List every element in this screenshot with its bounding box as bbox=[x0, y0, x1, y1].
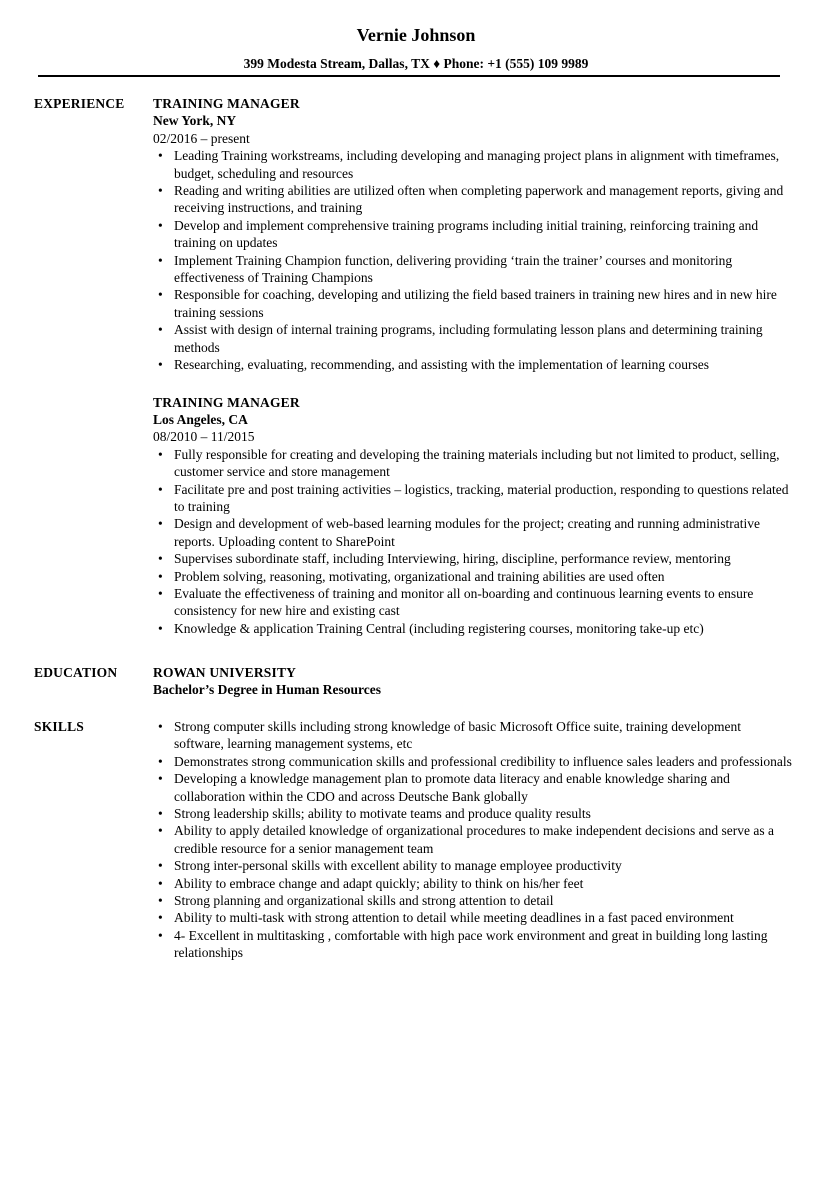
skill-item: • Ability to apply detailed knowledge of organizational procedures to make independent decisions and serve as a credible resource for a senior management team bbox=[153, 822, 793, 857]
skill-item: • Strong leadership skills; ability to motivate teams and produce quality results bbox=[153, 805, 793, 822]
job-bullet: • Develop and implement comprehensive training programs including initial training, reinforcing training and training on updates bbox=[153, 217, 793, 252]
skills-content bbox=[153, 718, 793, 962]
job-bullet: • Researching, evaluating, recommending, and assisting with the implementation of learning courses bbox=[153, 356, 793, 373]
job-bullet: • Responsible for coaching, developing and utilizing the field based trainers in training new hires and in new hire training sessions bbox=[153, 286, 793, 321]
job-bullet: • Evaluate the effectiveness of training and monitor all on-boarding and continuous learning events to ensure consistency for new hire and existing cast bbox=[153, 585, 793, 620]
degree: Bachelor’s Degree in Human Resources bbox=[153, 682, 381, 698]
job-bullet: • Knowledge & application Training Central (including registering courses, monitoring take-up etc) bbox=[153, 620, 793, 637]
experience-content bbox=[153, 95, 793, 657]
contact-line: 399 Modesta Stream, Dallas, TX ♦ Phone: +1 (555) 109 9989 bbox=[243, 56, 589, 71]
job-bullet: • Problem solving, reasoning, motivating, organizational and training abilities are used often bbox=[153, 568, 793, 585]
section-label-experience: EXPERIENCE bbox=[34, 96, 125, 111]
skill-item: • 4- Excellent in multitasking , comfortable with high pace work environment and great in building long lasting relationships bbox=[153, 927, 793, 962]
job-bullet: • Supervises subordinate staff, including Interviewing, hiring, discipline, performance review, mentoring bbox=[153, 550, 793, 567]
skill-item: • Strong inter-personal skills with excellent ability to manage employee productivity bbox=[153, 857, 793, 874]
job-bullet: • Facilitate pre and post training activities – logistics, tracking, material production, responding to questions related to training bbox=[153, 481, 793, 516]
resume-header bbox=[0, 24, 832, 72]
job-location: Los Angeles, CA bbox=[153, 411, 248, 427]
job-bullet: • Reading and writing abilities are utilized often when completing paperwork and management reports, giving and receiving instructions, and training bbox=[153, 182, 793, 217]
job-location: New York, NY bbox=[153, 113, 237, 129]
skill-item: • Ability to embrace change and adapt quickly; ability to think on his/her feet bbox=[153, 875, 793, 892]
job-entry bbox=[153, 95, 793, 374]
skill-item: • Strong computer skills including strong knowledge of basic Microsoft Office suite, training development software, learning management systems, etc bbox=[153, 718, 793, 753]
skill-item: • Demonstrates strong communication skills and professional credibility to influence sales leaders and professionals bbox=[153, 753, 793, 770]
job-bullet: • Implement Training Champion function, delivering providing ‘train the trainer’ courses and monitoring effectiveness of Training Champions bbox=[153, 252, 793, 287]
job-title: TRAINING MANAGER bbox=[153, 96, 300, 111]
job-bullets bbox=[153, 446, 793, 637]
job-entry bbox=[153, 394, 793, 638]
job-bullets bbox=[153, 147, 793, 373]
school-name: ROWAN UNIVERSITY bbox=[153, 665, 297, 680]
skill-item: • Developing a knowledge management plan to promote data literacy and enable knowledge sharing and collaboration within the CDO and across Deutsche Bank globally bbox=[153, 770, 793, 805]
job-bullet: • Leading Training workstreams, including developing and managing project plans in alignment with timeframes, budget, scheduling and resources bbox=[153, 147, 793, 182]
skill-item: • Ability to multi-task with strong attention to detail while meeting deadlines in a fast paced environment bbox=[153, 909, 793, 926]
education-content bbox=[153, 664, 793, 699]
job-dates: 02/2016 – present bbox=[153, 130, 250, 146]
candidate-name: Vernie Johnson bbox=[356, 25, 476, 45]
section-label-education: EDUCATION bbox=[34, 665, 118, 680]
skill-item: • Strong planning and organizational skills and strong attention to detail bbox=[153, 892, 793, 909]
job-bullet: • Assist with design of internal training programs, including formulating lesson plans and determining training methods bbox=[153, 321, 793, 356]
job-bullet: • Fully responsible for creating and developing the training materials including but not limited to product, selling, customer service and store management bbox=[153, 446, 793, 481]
job-dates: 08/2010 – 11/2015 bbox=[153, 429, 255, 445]
job-bullet: • Design and development of web-based learning modules for the project; creating and running administrative reports. Uploading content to SharePoint bbox=[153, 515, 793, 550]
section-label-skills: SKILLS bbox=[34, 719, 84, 734]
header-divider bbox=[38, 75, 780, 77]
skills-list bbox=[153, 718, 793, 962]
job-title: TRAINING MANAGER bbox=[153, 394, 300, 410]
